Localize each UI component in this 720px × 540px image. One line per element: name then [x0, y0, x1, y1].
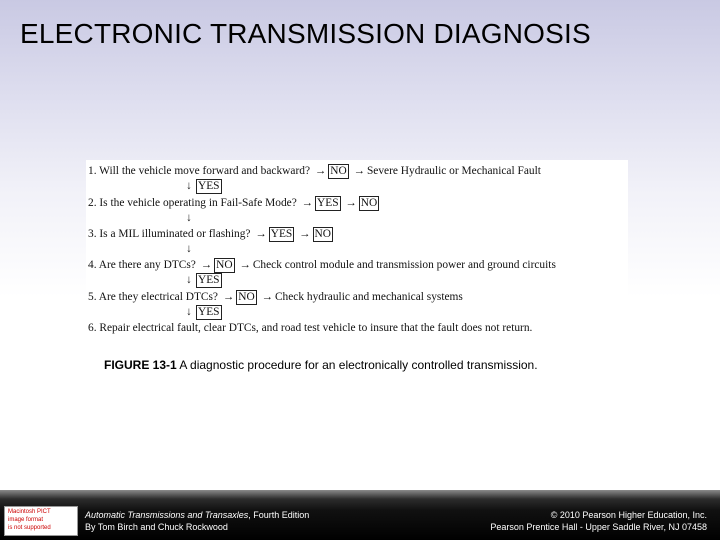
step-3-answer-no: NO: [314, 228, 331, 240]
publisher-credit: [490, 509, 707, 533]
footer-bar: [0, 490, 720, 540]
step-1-result: Severe Hydraulic or Mechanical Fault: [366, 165, 541, 177]
down-connector-2: [182, 211, 196, 225]
copyright: © 2010 Pearson Higher Education, Inc.: [550, 510, 707, 520]
step-1-answer-no: NO: [330, 165, 347, 177]
right-arrow-icon: →: [200, 259, 213, 271]
yes-connector-1: [182, 179, 222, 193]
down-arrow-icon: ↓: [186, 212, 192, 224]
yes-connector-4: [182, 273, 222, 287]
down-arrow-icon: ↓: [186, 274, 192, 286]
step-5-result: Check hydraulic and mechanical systems: [274, 291, 463, 303]
book-authors: By Tom Birch and Chuck Rockwood: [85, 522, 228, 532]
step-6-text: 6. Repair electrical fault, clear DTCs, and road test vehicle to insure that the fault does not return.: [88, 322, 533, 334]
right-arrow-icon: →: [314, 165, 327, 177]
right-arrow-icon: →: [353, 165, 365, 177]
step-5: [88, 289, 463, 305]
yes-connector-5: [182, 305, 222, 319]
right-arrow-icon: →: [239, 259, 251, 271]
step-1-question: 1. Will the vehicle move forward and backward?: [88, 165, 310, 177]
book-credit: [85, 509, 309, 533]
step-2-answer-no: NO: [360, 197, 378, 209]
step-4-answer-no: NO: [216, 259, 233, 271]
down-arrow-icon: ↓: [186, 243, 192, 255]
step-4: [88, 257, 556, 273]
step-3: [88, 226, 333, 242]
book-edition: , Fourth Edition: [248, 510, 310, 520]
step-2-answer-yes: YES: [317, 197, 339, 209]
down-arrow-icon: ↓: [186, 306, 192, 318]
right-arrow-icon: →: [345, 197, 357, 209]
yes-box-4: YES: [198, 274, 220, 286]
figure-caption: [104, 358, 538, 372]
step-1: [88, 163, 541, 179]
down-arrow-icon: ↓: [186, 180, 192, 192]
step-2-question: 2. Is the vehicle operating in Fail-Safe Mode?: [88, 197, 297, 209]
placeholder-line-2: image format: [8, 517, 44, 523]
step-2: [88, 195, 379, 211]
yes-box-1: YES: [198, 180, 220, 192]
right-arrow-icon: →: [299, 228, 311, 240]
unsupported-image-placeholder: [4, 506, 78, 536]
figure-caption-text: A diagnostic procedure for an electronically controlled transmission.: [176, 358, 538, 372]
slide-title: ELECTRONIC TRANSMISSION DIAGNOSIS: [20, 18, 591, 49]
right-arrow-icon: →: [222, 291, 235, 303]
yes-box-5: YES: [198, 306, 220, 318]
step-4-question: 4. Are there any DTCs?: [88, 259, 196, 271]
book-title: Automatic Transmissions and Transaxles: [85, 510, 249, 520]
publisher: Pearson Prentice Hall - Upper Saddle River, NJ 07458: [490, 522, 707, 532]
placeholder-line-1: Macintosh PICT: [8, 509, 51, 515]
step-6: [88, 320, 532, 336]
step-3-question: 3. Is a MIL illuminated or flashing?: [88, 228, 251, 240]
right-arrow-icon: →: [261, 291, 273, 303]
step-3-answer-yes: YES: [270, 228, 293, 240]
diagnostic-figure: [86, 160, 628, 338]
step-5-question: 5. Are they electrical DTCs?: [88, 291, 218, 303]
step-5-answer-no: NO: [238, 291, 255, 303]
figure-label: FIGURE 13-1: [104, 358, 177, 372]
right-arrow-icon: →: [255, 228, 267, 240]
right-arrow-icon: →: [301, 197, 314, 209]
down-connector-3: [182, 242, 196, 256]
placeholder-line-3: is not supported: [8, 525, 51, 531]
step-4-result: Check control module and transmission power and ground circuits: [252, 259, 556, 271]
